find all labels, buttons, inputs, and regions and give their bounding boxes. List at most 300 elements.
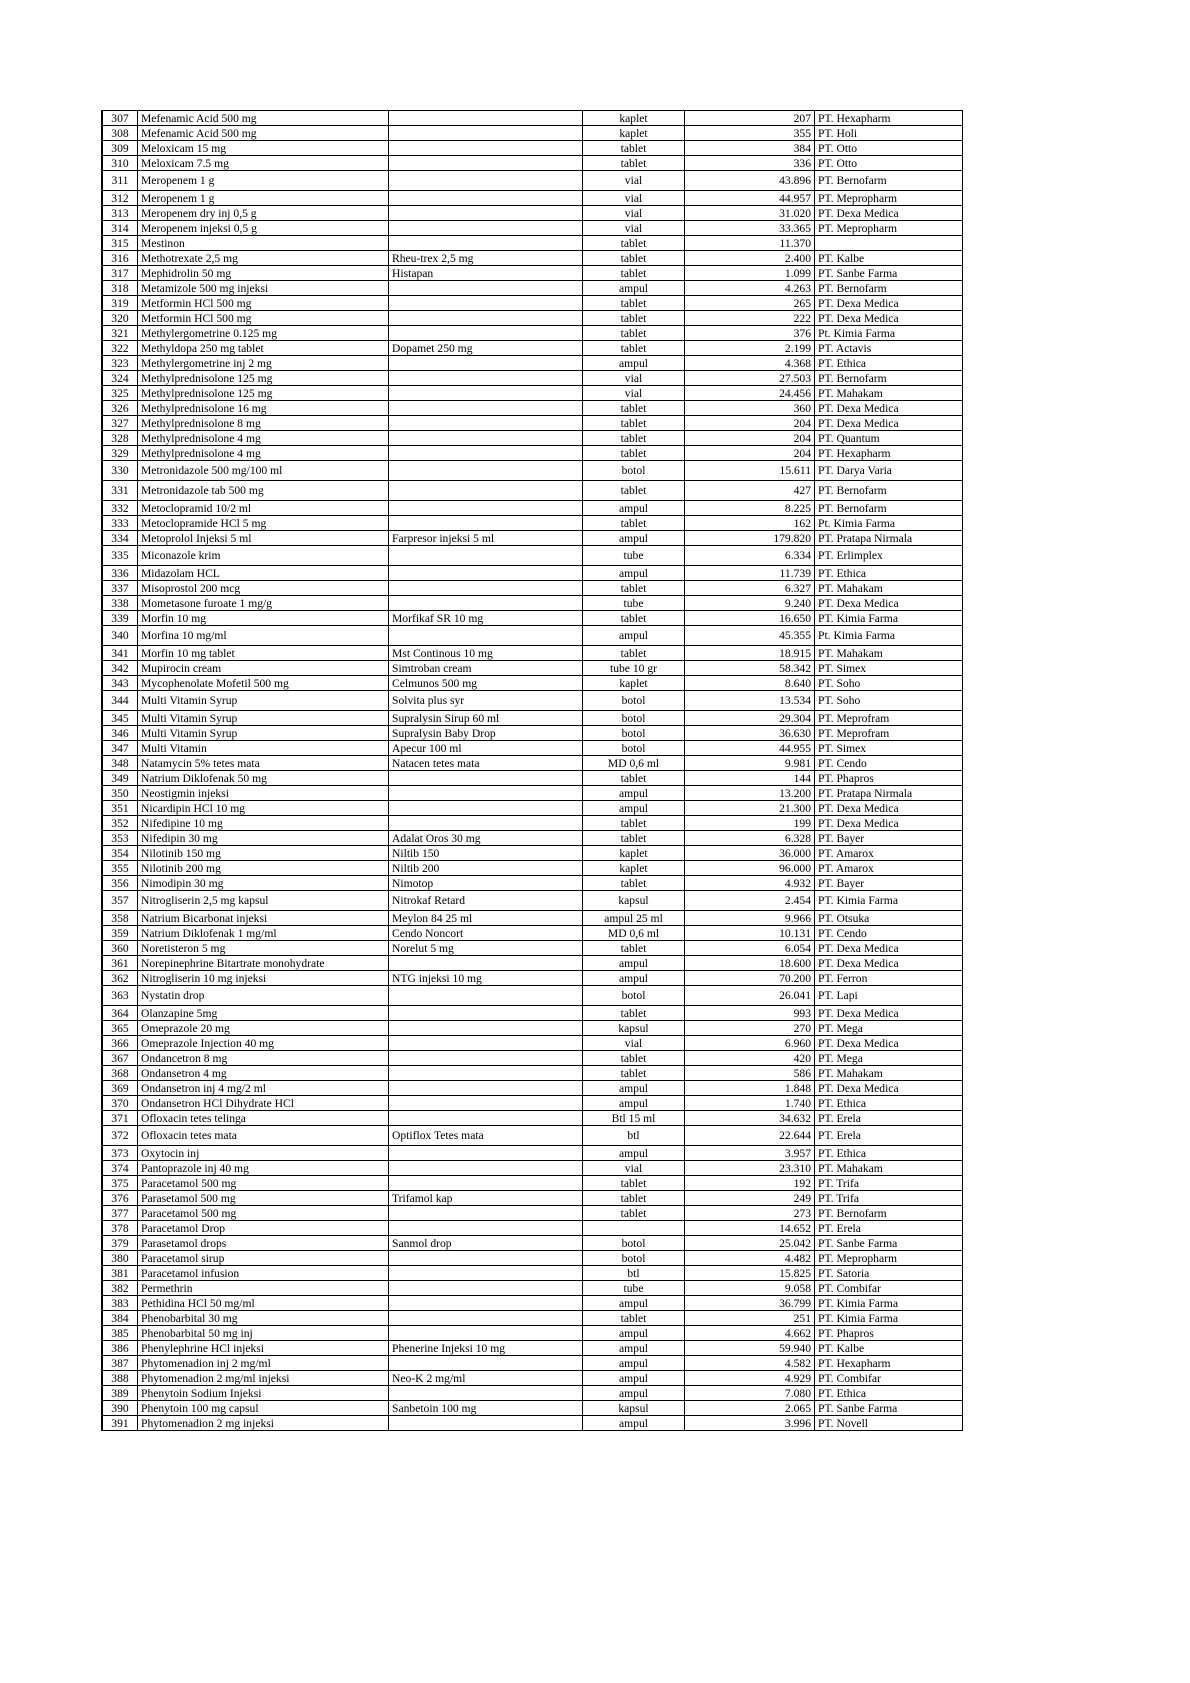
supplier-cell: PT. Kimia Farma [815,1311,963,1326]
brand-name-cell: Supralysin Baby Drop [389,726,583,741]
unit-cell: ampul [583,1416,685,1431]
unit-cell: ampul [583,566,685,581]
price-cell: 13.534 [685,691,815,711]
table-row [102,1126,963,1146]
unit-cell: botol [583,461,685,481]
row-number-cell: 378 [102,1221,138,1236]
row-number-cell: 310 [102,156,138,171]
row-number-cell: 364 [102,1006,138,1021]
row-number-cell: 347 [102,741,138,756]
unit-cell: tablet [583,311,685,326]
table-row [102,1266,963,1281]
row-number-cell: 333 [102,516,138,531]
brand-name-cell: Trifamol kap [389,1191,583,1206]
brand-name-cell [389,221,583,236]
drug-name-cell: Meropenem 1 g [138,171,389,191]
table-row [102,546,963,566]
supplier-cell: PT. Hexapharm [815,446,963,461]
supplier-cell: PT. Dexa Medica [815,816,963,831]
table-row [102,926,963,941]
drug-name-cell: Mephidrolin 50 mg [138,266,389,281]
unit-cell: botol [583,691,685,711]
row-number-cell: 320 [102,311,138,326]
drug-name-cell: Mefenamic Acid 500 mg [138,111,389,126]
supplier-cell: PT. Combifar [815,1371,963,1386]
unit-cell: tablet [583,1066,685,1081]
row-number-cell: 345 [102,711,138,726]
row-number-cell: 359 [102,926,138,941]
table-row [102,1386,963,1401]
drug-name-cell: Metformin HCl 500 mg [138,311,389,326]
row-number-cell: 341 [102,646,138,661]
drug-name-cell: Paracetamol infusion [138,1266,389,1281]
drug-name-cell: Oxytocin inj [138,1146,389,1161]
brand-name-cell: Farpresor injeksi 5 ml [389,531,583,546]
supplier-cell: PT. Bayer [815,876,963,891]
row-number-cell: 330 [102,461,138,481]
row-number-cell: 344 [102,691,138,711]
table-row [102,221,963,236]
unit-cell: tablet [583,1006,685,1021]
row-number-cell: 391 [102,1416,138,1431]
row-number-cell: 362 [102,971,138,986]
unit-cell: kaplet [583,126,685,141]
row-number-cell: 371 [102,1111,138,1126]
table-row [102,431,963,446]
row-number-cell: 368 [102,1066,138,1081]
price-cell: 384 [685,141,815,156]
table-row [102,481,963,501]
drug-name-cell: Phenobarbital 50 mg inj [138,1326,389,1341]
drug-name-cell: Paracetamol 500 mg [138,1176,389,1191]
brand-name-cell [389,326,583,341]
supplier-cell: PT. Soho [815,691,963,711]
row-number-cell: 314 [102,221,138,236]
brand-name-cell [389,446,583,461]
brand-name-cell [389,386,583,401]
supplier-cell: PT. Dexa Medica [815,416,963,431]
supplier-cell: PT. Dexa Medica [815,401,963,416]
unit-cell: MD 0,6 ml [583,756,685,771]
table-row [102,326,963,341]
unit-cell: tablet [583,1206,685,1221]
drug-name-cell: Meropenem dry inj 0,5 g [138,206,389,221]
price-cell: 4.482 [685,1251,815,1266]
price-cell: 24.456 [685,386,815,401]
supplier-cell: PT. Otto [815,156,963,171]
row-number-cell: 386 [102,1341,138,1356]
unit-cell: tablet [583,646,685,661]
brand-name-cell: Cendo Noncort [389,926,583,941]
row-number-cell: 312 [102,191,138,206]
brand-name-cell: Mst Continous 10 mg [389,646,583,661]
row-number-cell: 321 [102,326,138,341]
drug-name-cell: Norepinephrine Bitartrate monohydrate [138,956,389,971]
unit-cell: tablet [583,481,685,501]
table-row [102,676,963,691]
brand-name-cell [389,1386,583,1401]
drug-name-cell: Phenytoin Sodium Injeksi [138,1386,389,1401]
row-number-cell: 376 [102,1191,138,1206]
price-cell: 4.662 [685,1326,815,1341]
price-cell: 6.328 [685,831,815,846]
brand-name-cell [389,111,583,126]
price-cell: 18.915 [685,646,815,661]
table-row [102,141,963,156]
supplier-cell: PT. Dexa Medica [815,1081,963,1096]
price-cell: 4.932 [685,876,815,891]
supplier-cell: PT. Ethica [815,1386,963,1401]
price-cell: 192 [685,1176,815,1191]
brand-name-cell [389,1066,583,1081]
row-number-cell: 361 [102,956,138,971]
price-cell: 249 [685,1191,815,1206]
drug-name-cell: Natrium Bicarbonat injeksi [138,911,389,926]
brand-name-cell [389,1311,583,1326]
drug-name-cell: Multi Vitamin Syrup [138,726,389,741]
row-number-cell: 352 [102,816,138,831]
price-cell: 96.000 [685,861,815,876]
table-row [102,741,963,756]
table-row [102,1206,963,1221]
drug-name-cell: Metamizole 500 mg injeksi [138,281,389,296]
price-cell: 4.582 [685,1356,815,1371]
brand-name-cell [389,516,583,531]
brand-name-cell [389,401,583,416]
price-cell: 26.041 [685,986,815,1006]
unit-cell: ampul [583,356,685,371]
row-number-cell: 317 [102,266,138,281]
price-cell: 44.955 [685,741,815,756]
unit-cell: Btl 15 ml [583,1111,685,1126]
supplier-cell: PT. Dexa Medica [815,941,963,956]
table-row [102,1356,963,1371]
supplier-cell: PT. Bernofarm [815,501,963,516]
brand-name-cell [389,1296,583,1311]
price-cell: 21.300 [685,801,815,816]
brand-name-cell [389,171,583,191]
table-row [102,171,963,191]
drug-name-cell: Methylprednisolone 125 mg [138,386,389,401]
row-number-cell: 379 [102,1236,138,1251]
supplier-cell: PT. Mahakam [815,581,963,596]
price-cell: 36.799 [685,1296,815,1311]
price-cell: 9.981 [685,756,815,771]
supplier-cell: PT. Soho [815,676,963,691]
price-cell: 144 [685,771,815,786]
drug-name-cell: Neostigmin injeksi [138,786,389,801]
table-row [102,566,963,581]
price-cell: 199 [685,816,815,831]
supplier-cell: PT. Erela [815,1221,963,1236]
price-cell: 2.400 [685,251,815,266]
row-number-cell: 339 [102,611,138,626]
table-row [102,1021,963,1036]
brand-name-cell [389,141,583,156]
brand-name-cell [389,1176,583,1191]
table-row [102,1191,963,1206]
supplier-cell: PT. Kalbe [815,1341,963,1356]
unit-cell: ampul 25 ml [583,911,685,926]
supplier-cell: PT. Ethica [815,1146,963,1161]
supplier-cell: PT. Sanbe Farma [815,1401,963,1416]
supplier-cell: PT. Mega [815,1021,963,1036]
drug-price-table [101,110,963,1431]
price-cell: 43.896 [685,171,815,191]
drug-name-cell: Midazolam HCL [138,566,389,581]
supplier-cell: PT. Quantum [815,431,963,446]
drug-name-cell: Methotrexate 2,5 mg [138,251,389,266]
table-row [102,126,963,141]
drug-name-cell: Omeprazole 20 mg [138,1021,389,1036]
brand-name-cell [389,786,583,801]
supplier-cell: PT. Pratapa Nirmala [815,786,963,801]
price-cell: 204 [685,431,815,446]
unit-cell: ampul [583,1296,685,1311]
row-number-cell: 308 [102,126,138,141]
brand-name-cell [389,1266,583,1281]
supplier-cell: PT. Sanbe Farma [815,266,963,281]
price-cell: 45.355 [685,626,815,646]
drug-name-cell: Nicardipin HCl 10 mg [138,801,389,816]
price-cell: 586 [685,1066,815,1081]
unit-cell: botol [583,711,685,726]
table-row [102,581,963,596]
table-row [102,1416,963,1431]
row-number-cell: 337 [102,581,138,596]
price-cell: 36.000 [685,846,815,861]
drug-name-cell: Pantoprazole inj 40 mg [138,1161,389,1176]
unit-cell: ampul [583,1386,685,1401]
drug-name-cell: Methyldopa 250 mg tablet [138,341,389,356]
brand-name-cell [389,1051,583,1066]
price-cell: 16.650 [685,611,815,626]
row-number-cell: 332 [102,501,138,516]
brand-name-cell [389,156,583,171]
supplier-cell: PT. Holi [815,126,963,141]
row-number-cell: 374 [102,1161,138,1176]
drug-name-cell: Phenytoin 100 mg capsul [138,1401,389,1416]
supplier-cell: PT. Dexa Medica [815,596,963,611]
drug-name-cell: Ofloxacin tetes telinga [138,1111,389,1126]
row-number-cell: 322 [102,341,138,356]
supplier-cell: PT. Ferron [815,971,963,986]
price-cell: 25.042 [685,1236,815,1251]
unit-cell: ampul [583,1356,685,1371]
table-row [102,1281,963,1296]
table-row [102,1066,963,1081]
drug-name-cell: Misoprostol 200 mcg [138,581,389,596]
row-number-cell: 335 [102,546,138,566]
supplier-cell: PT. Bernofarm [815,481,963,501]
table-row [102,401,963,416]
brand-name-cell: Nimotop [389,876,583,891]
brand-name-cell [389,1146,583,1161]
drug-name-cell: Phytomenadion 2 mg/ml injeksi [138,1371,389,1386]
price-cell: 8.640 [685,676,815,691]
brand-name-cell [389,816,583,831]
price-cell: 222 [685,311,815,326]
drug-name-cell: Meropenem injeksi 0,5 g [138,221,389,236]
table-row [102,516,963,531]
unit-cell: vial [583,221,685,236]
drug-name-cell: Parasetamol 500 mg [138,1191,389,1206]
brand-name-cell [389,956,583,971]
unit-cell: kaplet [583,111,685,126]
supplier-cell: PT. Hexapharm [815,111,963,126]
row-number-cell: 388 [102,1371,138,1386]
table-row [102,1296,963,1311]
brand-name-cell [389,431,583,446]
price-cell: 6.334 [685,546,815,566]
unit-cell: kapsul [583,1021,685,1036]
supplier-cell: PT. Meprofram [815,711,963,726]
supplier-cell: PT. Ethica [815,356,963,371]
price-cell: 18.600 [685,956,815,971]
drug-name-cell: Ondansetron HCl Dihydrate HCl [138,1096,389,1111]
drug-name-cell: Phytomenadion 2 mg injeksi [138,1416,389,1431]
unit-cell: ampul [583,1326,685,1341]
price-cell: 3.996 [685,1416,815,1431]
row-number-cell: 373 [102,1146,138,1161]
drug-name-cell: Phenobarbital 30 mg [138,1311,389,1326]
drug-name-cell: Nitrogliserin 2,5 mg kapsul [138,891,389,911]
brand-name-cell [389,481,583,501]
table-row [102,1081,963,1096]
unit-cell: vial [583,386,685,401]
brand-name-cell [389,626,583,646]
brand-name-cell [389,1081,583,1096]
drug-name-cell: Meropenem 1 g [138,191,389,206]
row-number-cell: 334 [102,531,138,546]
unit-cell: kaplet [583,861,685,876]
supplier-cell: PT. Trifa [815,1176,963,1191]
unit-cell: ampul [583,786,685,801]
supplier-cell: PT. Erela [815,1126,963,1146]
row-number-cell: 354 [102,846,138,861]
brand-name-cell [389,1221,583,1236]
drug-name-cell: Parasetamol drops [138,1236,389,1251]
table-row [102,341,963,356]
table-body [102,111,963,1431]
drug-name-cell: Methylprednisolone 4 mg [138,446,389,461]
table-row [102,956,963,971]
price-cell: 6.327 [685,581,815,596]
drug-name-cell: Paracetamol Drop [138,1221,389,1236]
row-number-cell: 365 [102,1021,138,1036]
supplier-cell: PT. Trifa [815,1191,963,1206]
unit-cell: kaplet [583,846,685,861]
brand-name-cell [389,1161,583,1176]
drug-name-cell: Methylprednisolone 16 mg [138,401,389,416]
brand-name-cell: Sanbetoin 100 mg [389,1401,583,1416]
supplier-cell: PT. Kimia Farma [815,1296,963,1311]
brand-name-cell: Rheu-trex 2,5 mg [389,251,583,266]
brand-name-cell: Niltib 150 [389,846,583,861]
brand-name-cell [389,771,583,786]
drug-name-cell: Miconazole krim [138,546,389,566]
brand-name-cell [389,1096,583,1111]
brand-name-cell: Optiflox Tetes mata [389,1126,583,1146]
row-number-cell: 382 [102,1281,138,1296]
price-cell: 251 [685,1311,815,1326]
row-number-cell: 319 [102,296,138,311]
table-row [102,596,963,611]
unit-cell: botol [583,1236,685,1251]
brand-name-cell [389,296,583,311]
brand-name-cell [389,1251,583,1266]
price-cell: 14.652 [685,1221,815,1236]
drug-name-cell: Permethrin [138,1281,389,1296]
unit-cell: tablet [583,831,685,846]
unit-cell: ampul [583,1096,685,1111]
brand-name-cell [389,206,583,221]
row-number-cell: 369 [102,1081,138,1096]
drug-name-cell: Mestinon [138,236,389,251]
price-cell: 44.957 [685,191,815,206]
drug-name-cell: Omeprazole Injection 40 mg [138,1036,389,1051]
row-number-cell: 343 [102,676,138,691]
drug-name-cell: Metoclopramid 10/2 ml [138,501,389,516]
row-number-cell: 324 [102,371,138,386]
table-row [102,206,963,221]
table-row [102,501,963,516]
row-number-cell: 318 [102,281,138,296]
table-row [102,846,963,861]
price-cell: 2.454 [685,891,815,911]
table-row [102,371,963,386]
unit-cell: ampul [583,1341,685,1356]
supplier-cell: PT. Mahakam [815,1066,963,1081]
table-row [102,816,963,831]
table-row [102,416,963,431]
unit-cell: ampul [583,1081,685,1096]
supplier-cell: PT. Mepropharm [815,221,963,236]
row-number-cell: 328 [102,431,138,446]
row-number-cell: 340 [102,626,138,646]
unit-cell: tablet [583,941,685,956]
supplier-cell: PT. Bernofarm [815,171,963,191]
row-number-cell: 383 [102,1296,138,1311]
unit-cell: vial [583,191,685,206]
price-cell: 33.365 [685,221,815,236]
brand-name-cell [389,311,583,326]
table-row [102,266,963,281]
unit-cell: vial [583,171,685,191]
supplier-cell [815,236,963,251]
price-cell: 4.929 [685,1371,815,1386]
supplier-cell: PT. Simex [815,741,963,756]
drug-name-cell: Natamycin 5% tetes mata [138,756,389,771]
drug-name-cell: Morfina 10 mg/ml [138,626,389,646]
drug-name-cell: Methylergometrine inj 2 mg [138,356,389,371]
drug-name-cell: Ondancetron 8 mg [138,1051,389,1066]
price-cell: 8.225 [685,501,815,516]
drug-name-cell: Ondansetron inj 4 mg/2 ml [138,1081,389,1096]
supplier-cell: PT. Mepropharm [815,191,963,206]
table-row [102,281,963,296]
table-row [102,1401,963,1416]
supplier-cell: PT. Simex [815,661,963,676]
row-number-cell: 390 [102,1401,138,1416]
brand-name-cell [389,236,583,251]
price-cell: 10.131 [685,926,815,941]
unit-cell: ampul [583,1146,685,1161]
table-row [102,941,963,956]
brand-name-cell [389,371,583,386]
unit-cell: vial [583,1161,685,1176]
row-number-cell: 372 [102,1126,138,1146]
